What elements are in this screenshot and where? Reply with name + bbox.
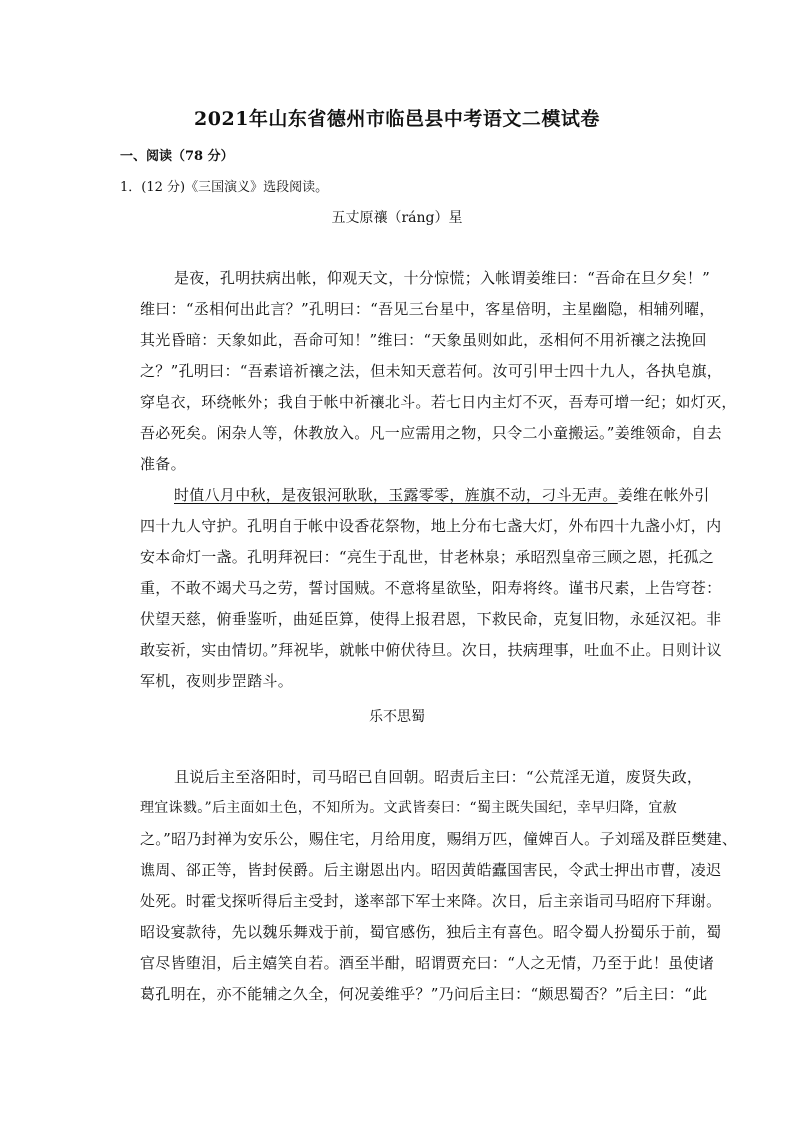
text-line: 维曰：“丞相何出此言？”孔明曰：“吾见三台星中，客星倍明，主星幽隐，相辅列曜， (140, 300, 715, 318)
text-line: 是夜，孔明扶病出帐，仰观天文，十分惊慌；入帐谓姜维曰：“吾命在旦夕矣！” (174, 269, 711, 287)
question-prompt: 1．(12 分)《三国演义》选段阅读。 (120, 180, 329, 195)
text-line: 理宜诛戮。”后主面如土色，不知所为。文武皆奏曰：“蜀主既失国纪，幸早归降，宜赦 (140, 800, 678, 816)
section-heading: 一、阅读（78 分） (120, 149, 234, 164)
text-line: 四十九人守护。孔明自于帐中设香花祭物，地上分布七盏大灯，外布四十九盏小灯，内 (140, 517, 722, 535)
underlined-sentence: 时值八月中秋，是夜银河耿耿，玉露零零，旌旗不动，刁斗无声。 (174, 486, 618, 504)
text-line: 准备。 (140, 455, 186, 473)
text-line: 官尽皆堕泪，后主嬉笑自若。酒至半酣，昭谓贾充曰：“人之无情，乃至于此！虽使诸 (140, 954, 715, 972)
passage-paragraph (140, 762, 738, 1010)
text-line: 军机，夜则步罡踏斗。 (140, 672, 294, 690)
page-title: 2021年山东省德州市临邑县中考语文二模试卷 (194, 108, 600, 130)
text-line: 且说后主至洛阳时，司马昭已自回朝。昭责后主曰：“公荒淫无道，废贤失政， (174, 768, 703, 786)
text-segment: 姜维在帐外引 (617, 486, 710, 504)
text-line: 之？”孔明曰：“吾素谙祈禳之法，但未知天意若何。汝可引甲士四十九人，各执皂旗， (140, 362, 723, 380)
text-line: 昭设宴款待，先以魏乐舞戏于前，蜀官感伤，独后主有喜色。昭令蜀人扮蜀乐于前，蜀 (140, 923, 722, 941)
text-line: 葛孔明在，亦不能辅之久全，何况姜维乎？”乃问后主曰：“颇思蜀否？”后主曰：“此 (140, 985, 708, 1003)
text-line: 谯周、郤正等，皆封侯爵。后主谢恩出内。昭因黄皓蠹国害民，令武士押出市曹，凌迟 (140, 861, 722, 879)
passage-paragraph (140, 480, 722, 697)
text-line: 伏望天慈，俯垂鉴听，曲延臣算，使得上报君恩，下救民命，克复旧物，永延汉祀。非 (140, 610, 722, 628)
text-line: 穿皂衣，环绕帐外；我自于帐中祈禳北斗。若七日内主灯不灭，吾寿可增一纪；如灯灭， (140, 393, 737, 411)
text-line: 安本命灯一盏。孔明拜祝曰：“亮生于乱世，甘老林泉；承昭烈皇帝三顾之恩，托孤之 (140, 548, 715, 566)
text-line: 敢妄祈，实由情切。”拜祝毕，就帐中俯伏待旦。次日，扶病理事，吐血不止。日则计议 (140, 641, 722, 659)
passage-paragraph (140, 263, 737, 480)
text-line (140, 480, 710, 511)
passage-title: 乐不思蜀 (369, 709, 425, 725)
passage-title: 五丈原禳（ráng）星 (331, 210, 463, 226)
text-line: 之。”昭乃封禅为安乐公，赐住宅，月给用度，赐绢万匹，僮婢百人。子刘瑶及群臣樊建、 (140, 830, 738, 848)
text-line: 吾必死矣。闲杂人等，休教放入。凡一应需用之物，只令二小童搬运。”姜维领命，自去 (140, 424, 722, 442)
text-line: 重，不敢不竭犬马之劳，誓讨国贼。不意将星欲坠，阳寿将终。谨书尺素，上告穹苍： (140, 579, 722, 597)
text-line: 其光昏暗：天象如此，吾命可知！”维曰：“天象虽则如此，丞相何不用祈禳之法挽回 (140, 331, 707, 349)
text-line: 处死。时霍戈探听得后主受封，遂率部下军士来降。次日，后主亲诣司马昭府下拜谢。 (140, 892, 722, 910)
